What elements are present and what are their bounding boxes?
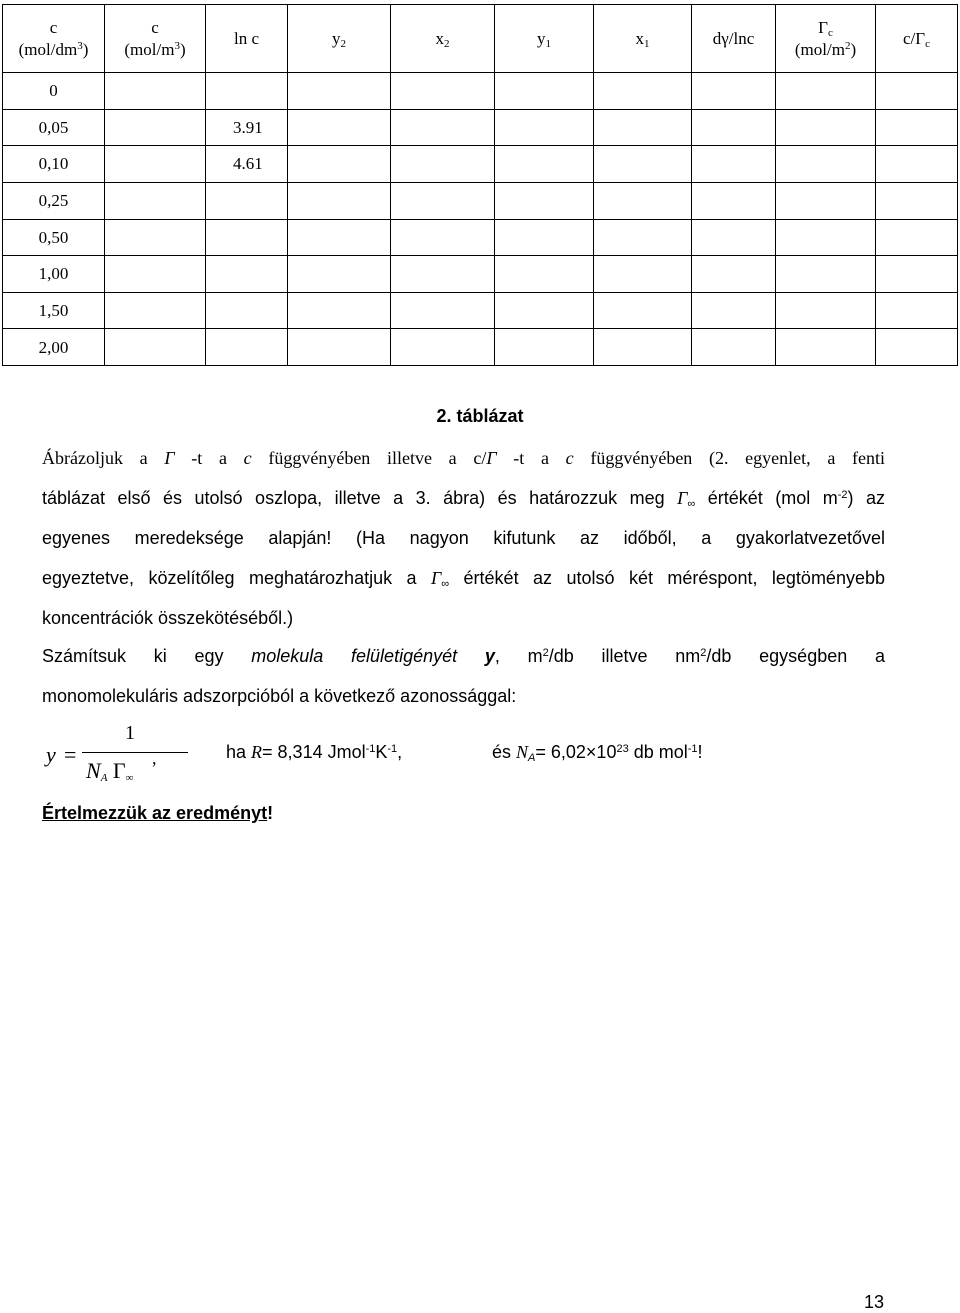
paragraph-line: monomolekuláris adszorpcióból a következő azonossággal: xyxy=(42,686,517,706)
page-number: 13 xyxy=(864,1292,885,1312)
header-dgamma-lnc: dγ/lnc xyxy=(692,5,776,73)
formula xyxy=(46,722,886,792)
paragraph-line: egyeztetve, közelítőleg meghatározhatjuk a $\Gamma_\infty$ értékét az utolsó két méréspont, legtöményebb xyxy=(42,568,885,590)
table-row xyxy=(3,146,958,183)
cell-c: 1,00 xyxy=(3,256,105,293)
cell-c: 1,50 xyxy=(3,292,105,329)
gas-constant-note: ha R= 8,314 $Jmol^{-1}K^{-1}$, xyxy=(226,742,403,762)
cell-lnc xyxy=(206,256,288,293)
header-x1: $x_1$ xyxy=(594,5,692,73)
cell-lnc xyxy=(206,329,288,366)
paragraph-line: egyenes meredeksége alapján! (Ha nagyon kifutunk az időből, a gyakorlatvezetővel xyxy=(42,528,886,548)
paragraph-line: Ábrázoljuk a Γ -t a c függvényében illetve a c/Γ -t a c függvényében (2. egyenlet, a fenti xyxy=(42,448,886,468)
header-y2: $y_2$ xyxy=(288,5,391,73)
paragraph-line: táblázat első és utolsó oszlopa, illetve a 3. ábra) és határozzuk meg $\Gamma_\infty$ értékét (mol $m^{-2}$) az xyxy=(42,488,885,510)
paragraph-line: Számítsuk ki egy molekula felületigényét y, $m^2/db$ illetve $nm^2/db$ egységben a xyxy=(42,646,885,666)
header-c-over-gamma-c: $c/\Gamma_c$ xyxy=(876,5,958,73)
cell-lnc xyxy=(206,292,288,329)
formula-lhs: y xyxy=(46,742,56,767)
table-row xyxy=(3,73,958,110)
header-c-dm3: c $(mol/dm^3)$ xyxy=(3,5,105,73)
fraction-bar xyxy=(82,752,188,753)
header-y1: $y_1$ xyxy=(495,5,594,73)
table-row xyxy=(3,329,958,366)
formula-denominator: $N_A$ $\Gamma_\infty$ xyxy=(86,758,134,784)
header-lnc: ln c xyxy=(206,5,288,73)
cell-lnc: 3.91 xyxy=(206,109,288,146)
cell-lnc: 4.61 xyxy=(206,146,288,183)
cell-lnc xyxy=(206,73,288,110)
header-c-m3: c $(mol/m^3)$ xyxy=(105,5,206,73)
paragraph-line: koncentrációk összekötéséből.) xyxy=(42,608,294,628)
table-row xyxy=(3,292,958,329)
data-table xyxy=(2,4,958,366)
formula-comma: , xyxy=(152,748,157,768)
cell-c: 0,05 xyxy=(3,109,105,146)
table-caption: 2. táblázat xyxy=(436,406,524,426)
table-row xyxy=(3,256,958,293)
cell-c: 0,25 xyxy=(3,182,105,219)
header-gamma-c: $\Gamma_c$ $(mol/m^2)$ xyxy=(776,5,876,73)
cell-c: 0,10 xyxy=(3,146,105,183)
table-row xyxy=(3,182,958,219)
table-row xyxy=(3,109,958,146)
table-header-row xyxy=(3,5,958,73)
formula-numerator: 1 xyxy=(125,722,135,744)
cell-c: 0 xyxy=(3,73,105,110)
conclusion: Értelmezzük az eredményt! xyxy=(42,803,274,823)
formula-equals: = xyxy=(64,742,77,767)
cell-lnc xyxy=(206,219,288,256)
cell-c: 2,00 xyxy=(3,329,105,366)
cell-lnc xyxy=(206,182,288,219)
header-x2: $x_2$ xyxy=(391,5,495,73)
table-row xyxy=(3,219,958,256)
cell-c: 0,50 xyxy=(3,219,105,256)
avogadro-note: és $N_A= 6,02\times 10^{23}$ db mol$^{-1}$! xyxy=(492,742,703,764)
